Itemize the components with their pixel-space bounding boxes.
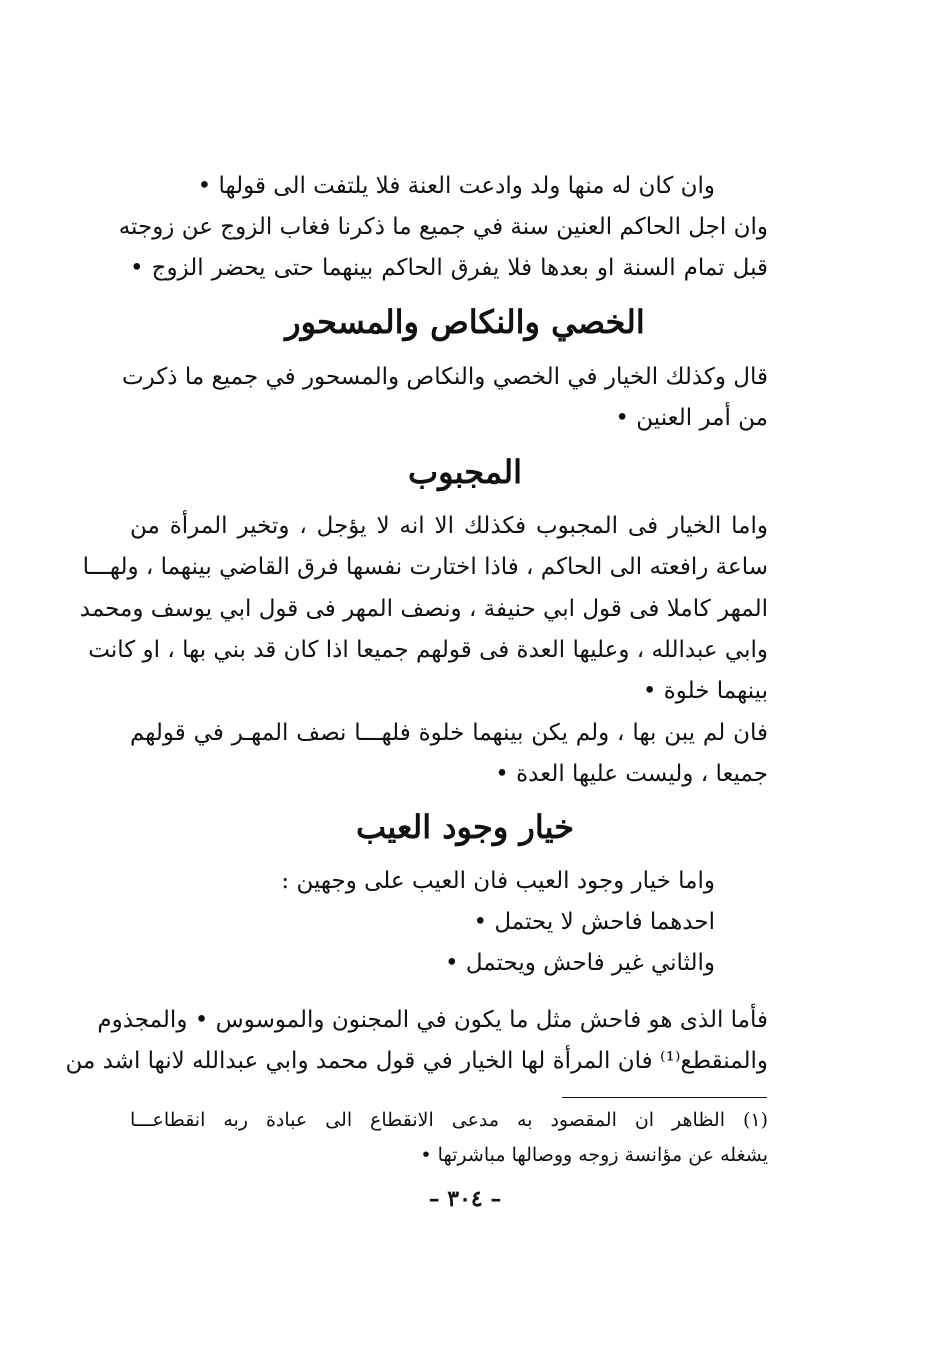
text-line: قال وكذلك الخيار في الخصي والنكاص والمسحور في جميع ما ذكرت [121,364,768,390]
text-line: احدهما فاحش لا يحتمل • [473,909,715,935]
text-line: فان لم يبن بها ، ولم يكن بينهما خلوة فلهـــا نصف المهـر في قولهم [130,720,768,746]
text-line: وان اجل الحاكم العنين سنة في جميع ما ذكرنا فغاب الزوج عن زوجته [118,214,768,240]
footnote-divider [562,1097,767,1098]
text-line: بينهما خلوة • [642,678,768,704]
text-line: فأما الذى هو فاحش مثل ما يكون في المجنون والموسوس • والمجذوم [97,1007,768,1033]
text-line: من أمر العنين • [615,405,768,431]
text-line: وابي عبدالله ، وعليها العدة فى قولهم جميعا اذا كان قد بني بها ، او كانت [88,637,768,663]
section-heading: المجبوب [407,453,523,491]
text-line: المهر كاملا فى قول ابي حنيفة ، ونصف المهر فى قول ابي يوسف ومحمد [79,596,768,622]
text-line: والثاني غير فاحش ويحتمل • [444,950,715,976]
footnote-line: (١) الظاهر ان المقصود به مدعى الانقطاع الى عبادة ربه انقطاعـــا [130,1109,768,1131]
section-heading: الخصي والنكاص والمسحور [285,303,645,341]
text-line: والمنقطع⁽¹⁾ فان المرأة لها الخيار في قول محمد وابي عبدالله لانها اشد من [65,1048,768,1074]
text-line: ساعة رافعته الى الحاكم ، فاذا اختارت نفسها فرق القاضي بينهما ، ولهـــا [82,554,768,580]
footnote-line: يشغله عن مؤانسة زوجه ووصالها مباشرتها • [420,1144,768,1166]
page-number: – ٣٠٤ – [428,1186,502,1212]
text-line: واما الخيار فى المجبوب فكذلك الا انه لا يؤجل ، وتخير المرأة من [130,513,768,539]
text-line: وان كان له منها ولد وادعت العنة فلا يلتفت الى قولها • [197,173,715,199]
section-heading: خيار وجود العيب [355,808,575,846]
text-line: واما خيار وجود العيب فان العيب على وجهين : [281,868,715,894]
text-line: جميعا ، وليست عليها العدة • [495,761,768,787]
text-line: قبل تمام السنة او بعدها فلا يفرق الحاكم بينهما حتى يحضر الزوج • [130,255,768,281]
